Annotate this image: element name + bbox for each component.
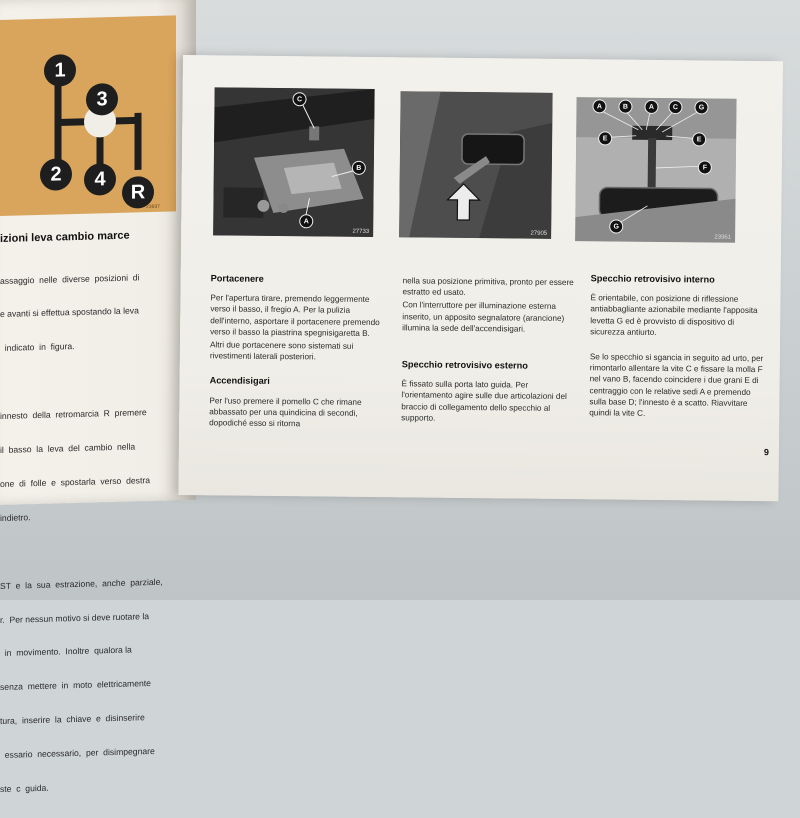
left-line (0, 373, 178, 389)
left-body-text (0, 248, 178, 818)
callout-a: A (644, 100, 658, 114)
column-portacenere (209, 273, 391, 432)
gear-3: 3 (86, 83, 118, 116)
left-line: indietro. (0, 512, 31, 523)
photo-code: 23961 (714, 234, 732, 241)
callout-b: B (352, 161, 366, 175)
exterior-mirror-illustration (399, 91, 553, 239)
paragraph: È orientabile, con posizione di riflessione antiabbagliante azionabile mediante l'apposita levetta G ed è provvisto di dispositivo di sicurezza antiurto. (590, 293, 758, 337)
paragraph: nella sua posizione primitiva, pronto per essere estratto ed usato. (402, 276, 574, 298)
left-line: tura, inserire la chiave e disinserire (0, 712, 145, 727)
left-heading: izioni leva cambio marce (0, 229, 130, 245)
paragraph: Altri due portacenere sono sistemati sui rivestimenti laterali posteriori. (209, 340, 354, 362)
paragraph: Per l'uso premere il pomello C che rimane abbassato per una quindicina di secondi, dopodiché esso si ritorna (209, 395, 362, 429)
gear-diagram-panel (0, 15, 176, 216)
column-specchio-interno (589, 273, 765, 422)
figure-code: 23697 (146, 203, 160, 211)
callout-e: E (598, 131, 612, 145)
callout-c: C (668, 100, 682, 114)
heading-specchio-esterno: Specchio retrovisivo esterno (401, 359, 528, 371)
photo-code: 27905 (530, 230, 548, 237)
interior-mirror-illustration (575, 97, 736, 243)
paragraph: Per l'apertura tirare, premendo leggermente verso il basso, il fregio A. Per la pulizia dell'interno, asportare il portacenere premendo verso il basso la piastrina spegnisigaretta B. (210, 293, 380, 338)
left-line: assaggio nelle diverse posizioni di (0, 271, 140, 286)
gear-1: 1 (44, 54, 76, 87)
callout-a: A (299, 214, 313, 228)
callout-f: F (698, 160, 712, 174)
heading-accendisigari: Accendisigari (209, 375, 270, 387)
heading-portacenere: Portacenere (210, 273, 264, 284)
photo-interior-mirror (575, 97, 736, 243)
paragraph: È fissato sulla porta lato guida. Per l'orientamento agire sulle due articolazioni del braccio di collegamento dello specchio al supporto. (401, 379, 567, 423)
callout-e: E (692, 132, 706, 146)
heading-specchio-interno: Specchio retrovisivo interno (590, 273, 715, 285)
left-line: essario necessario, per disimpegnare (0, 746, 155, 761)
left-line: il basso la leva del cambio nella (0, 441, 136, 456)
paragraph: Se lo specchio si sgancia in seguito ad urto, per rimontarlo allentare la vite C e fissare la molla F nel vano B, facendo coincidere i due grani E di centraggio con le relative sedi A e premendo sulla base D; l'innesto è a scatto. Riavvitare quindi la vite C. (589, 352, 764, 418)
photo-ashtray (213, 87, 375, 237)
left-line: one di folle e spostarla verso destra (0, 475, 150, 489)
left-line: r. Per nessun motivo si deve ruotare la (0, 610, 150, 625)
left-line (0, 542, 178, 558)
right-page (178, 55, 783, 501)
gear-reverse: R (122, 176, 154, 209)
gear-4: 4 (84, 163, 116, 196)
left-line: senza mettere in moto elettricamente (0, 678, 151, 693)
callout-c: C (292, 92, 306, 106)
left-line: in movimento. Inoltre qualora la (0, 644, 132, 659)
photo-code: 27733 (352, 228, 370, 235)
gear-2: 2 (40, 158, 72, 191)
callout-g: G (694, 100, 708, 114)
left-line: e avanti si effettua spostando la leva (0, 305, 139, 320)
callout-a: A (592, 99, 606, 113)
photo-exterior-mirror (399, 91, 553, 239)
left-page (0, 0, 196, 794)
callout-b: B (618, 100, 632, 114)
paragraph: Con l'interruttore per illuminazione esterna inserito, un apposito segnalatore (arancione) illumina la sede dell'accendisigari. (402, 300, 565, 334)
ashtray-illustration (213, 87, 375, 237)
callout-g: G (609, 219, 623, 233)
left-line: ST e la sua estrazione, anche parziale, (0, 576, 163, 591)
page-number: 9 (763, 447, 769, 458)
left-line: indicato in figura. (0, 341, 75, 354)
left-line: innesto della retromarcia R premere (0, 407, 147, 422)
column-specchio-esterno (401, 275, 575, 427)
left-line: ste c guida. (0, 782, 49, 794)
